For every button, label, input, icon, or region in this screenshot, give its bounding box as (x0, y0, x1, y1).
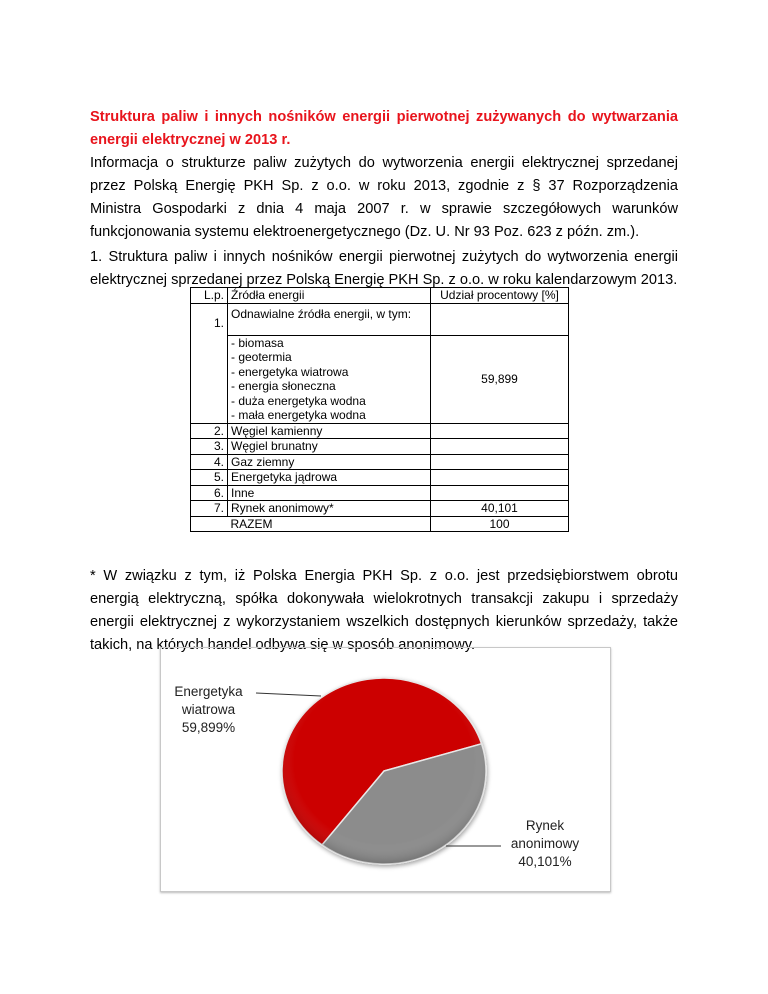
label-wind (161, 683, 256, 737)
label-market-line1: Rynek (525, 818, 565, 833)
table-row (191, 439, 569, 455)
row-value: 40,101 (431, 501, 569, 517)
row-label: Gaz ziemny (228, 454, 431, 470)
table-row (191, 454, 569, 470)
table-header-row (191, 288, 569, 304)
row-label: Węgiel kamienny (228, 423, 431, 439)
total-label: RAZEM (228, 516, 431, 532)
intro-paragraph: Informacja o strukturze paliw zużytych do wytworzenia energii elektrycznej sprzedanej przez Polską Energię PKH Sp. z o.o. w roku 2013, zgodnie z § 37 Rozporządzenia Ministra Gospodarki z dnia 4 maja 2007 r. w sprawie szczegółowych warunków funkcjonowania systemu elektroenergetycznego (Dz. U. Nr 93 Poz. 623 z późn. zm.). (90, 155, 678, 240)
row-lp: 2. (191, 423, 228, 439)
table-total-row (191, 516, 569, 532)
row-value (431, 439, 569, 455)
row-lp: 1. (191, 303, 228, 423)
footnote: * W związku z tym, iż Polska Energia PKH Sp. z o.o. jest przedsiębiorstwem obrotu energią elektryczną, spółka dokonywała wielokrotnych transakcji zakupu i sprzedaży energii elektrycznej z wykorzystaniem wszelkich dostępnych kierunków sprzedaży, także takich, na których handel odbywa się w sposób anonimowy. (90, 568, 678, 653)
row-value (431, 454, 569, 470)
header-lp: L.p. (191, 288, 228, 304)
section-1-paragraph: 1. Struktura paliw i innych nośników energii pierwotnej zużytych do wytworzenia energii elektrycznej sprzedanej przez Polską Energię PKH Sp. z o.o. w roku kalendarzowym 2013. (90, 249, 678, 288)
row-lp: 4. (191, 454, 228, 470)
row-lp: 7. (191, 501, 228, 517)
header-share: Udział procentowy [%] (431, 288, 569, 304)
row-label: - geotermia (228, 350, 431, 365)
row-value (431, 485, 569, 501)
label-wind-value: 59,899% (181, 720, 236, 735)
row-label: Rynek anonimowy* (228, 501, 431, 517)
table-row (191, 423, 569, 439)
row-label: Energetyka jądrowa (228, 470, 431, 486)
table-row (191, 303, 569, 335)
label-market-line2: anonimowy (510, 836, 580, 851)
row-value (431, 423, 569, 439)
table-row (191, 501, 569, 517)
label-market-value: 40,101% (518, 854, 572, 869)
leader-line-wind (256, 693, 321, 696)
row-label: - energetyka wiatrowa (228, 365, 431, 380)
document-title: Struktura paliw i innych nośników energii pierwotnej zużywanych do wytwarzania energii elektrycznej w 2013 r. (90, 109, 678, 148)
table-row (191, 485, 569, 501)
table-row (191, 470, 569, 486)
table-row (191, 335, 569, 350)
pie-shading (282, 678, 486, 864)
row-label: Inne (228, 485, 431, 501)
total-lp (191, 516, 228, 532)
row-label: - energia słoneczna (228, 379, 431, 394)
row-label: Odnawialne źródła energii, w tym: (228, 303, 431, 335)
row-value (431, 470, 569, 486)
row-label: Węgiel brunatny (228, 439, 431, 455)
header-source: Źródła energii (228, 288, 431, 304)
label-wind-line1: Energetyka (174, 684, 243, 699)
label-wind-line2: wiatrowa (181, 702, 236, 717)
fuel-structure-table (190, 287, 569, 532)
row-label: - mała energetyka wodna (228, 408, 431, 423)
label-market (495, 817, 595, 871)
row-label: - duża energetyka wodna (228, 394, 431, 409)
row-value: 59,899 (431, 335, 569, 423)
total-value: 100 (431, 516, 569, 532)
row-lp: 3. (191, 439, 228, 455)
pie-chart (160, 647, 611, 892)
row-lp: 6. (191, 485, 228, 501)
row-value (431, 303, 569, 335)
row-label: - biomasa (228, 335, 431, 350)
row-lp: 5. (191, 470, 228, 486)
